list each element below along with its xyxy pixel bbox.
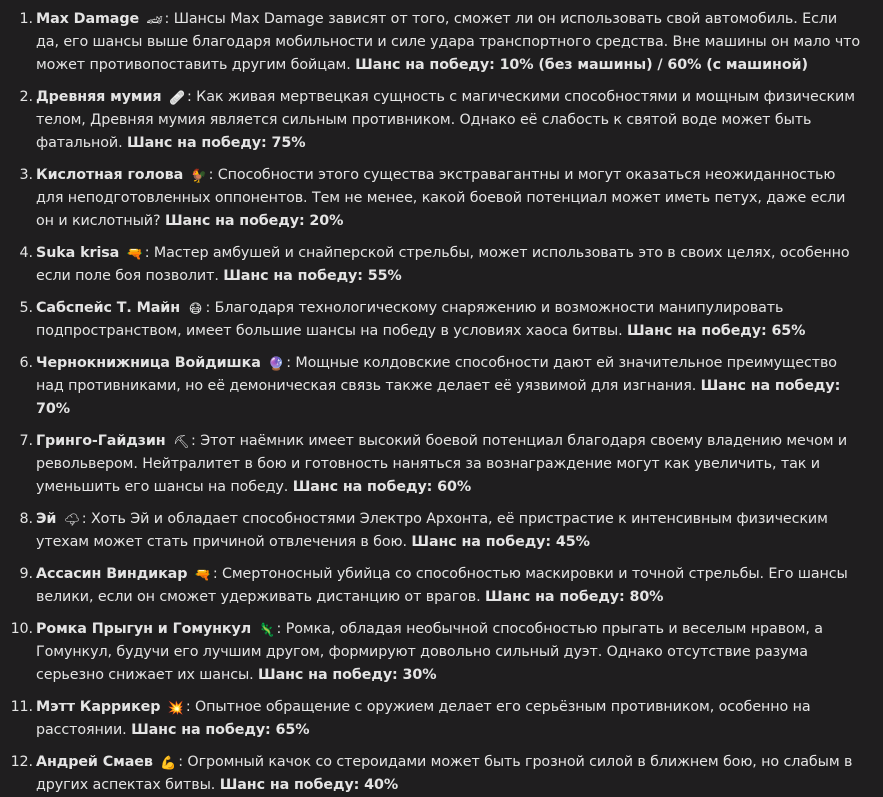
flexed-biceps-icon: 💪 — [160, 756, 177, 771]
win-chance: Шанс на победу: 70% — [36, 378, 841, 417]
fighter-description: Как живая мертвецкая сущность с магическими способностями и мощным физическим телом, Древняя мумия является сильным противником. Однако её слабость к святой воде может быть фатальной. — [36, 89, 855, 151]
fighter-description: Ромка, обладая необычной способностью прыгать и веселым нравом, а Гомункул, будучи его лучшим другом, формируют довольно сильный дуэт. Однако отсутствие разума серьезно снижает их шансы. — [36, 621, 823, 683]
fighter-description: Благодаря технологическому снаряжению и возможности манипулировать подпространством, имеет большие шансы на победу в условиях хаоса битвы. — [36, 300, 784, 339]
item-number: 9. — [19, 566, 33, 582]
win-chance: Шанс на победу: 60% — [292, 479, 472, 495]
fighter-name: Древняя мумия — [36, 89, 162, 105]
fighter-description: Этот наёмник имеет высокий боевой потенциал благодаря своему владению мечом и револьвером. Нейтралитет в бою и готовность наняться за вознаграждение могут как увеличить, так и уменьшить его шансы на победу. — [36, 433, 848, 495]
item-number: 11. — [10, 699, 33, 715]
list-item: 3. Кислотная голова 🐓 : Способности этого существа экстравагантны и могут оказаться неожиданностью для неподготовленных оппонентов. Тем не менее, какой боевой потенциал может иметь петух, даже если он и кислотный? Шанс на победу: 20% — [0, 164, 863, 233]
win-chance: Шанс на победу: 30% — [258, 667, 437, 683]
list-item: 1. Max Damage 🏎 : Шансы Max Damage зависят от того, сможет ли он использовать свой автомобиль. Если да, его шансы выше благодаря мобильности и силе удара транспортного средства. Вне машины он мало что может противопоставить другим бойцам. Шанс на победу: 10% (без машины) / 60% (с машиной) — [0, 8, 863, 77]
lizard-icon: 🦎 — [258, 623, 275, 638]
fighter-name: Сабспейс Т. Майн — [36, 300, 180, 316]
water-pistol-icon: 🔫 — [194, 568, 211, 583]
list-item: 10. Ромка Прыгун и Гомункул 🦎 : Ромка, обладая необычной способностью прыгать и веселым нравом, а Гомункул, будучи его лучшим другом, формируют довольно сильный дуэт. Однако отсутствие разума серьезно снижает их шансы. Шанс на победу: 30% — [0, 618, 863, 687]
fighter-name: Max Damage — [36, 11, 140, 27]
item-number: 10. — [10, 621, 33, 637]
list-item: 8. Эй 🌩 : Хоть Эй и обладает способностями Электро Архонта, её пристрастие к интенсивным физическим утехам может стать причиной отвлечения в бою. Шанс на победу: 45% — [0, 508, 863, 554]
item-number: 2. — [19, 89, 33, 105]
win-chance: Шанс на победу: 75% — [127, 135, 306, 151]
fighter-description: Опытное обращение с оружием делает его серьёзным противником, особенно на расстоянии. — [36, 699, 811, 738]
fighter-name: Мэтт Каррикер — [36, 699, 161, 715]
fighter-name: Suka krisa — [36, 245, 120, 261]
item-number: 5. — [19, 300, 33, 316]
list-item: 11. Мэтт Каррикер 💥 : Опытное обращение с оружием делает его серьёзным противником, особенно на расстоянии. Шанс на победу: 65% — [0, 696, 863, 742]
race-car-icon: 🏎 — [146, 13, 163, 28]
list-item: 5. Сабспейс Т. Майн 😷 : Благодаря технологическому снаряжению и возможности манипулировать подпространством, имеет большие шансы на победу в условиях хаоса битвы. Шанс на победу: 65% — [0, 297, 863, 343]
list-item: 7. Гринго-Гайдзин ⛏ : Этот наёмник имеет высокий боевой потенциал благодаря своему владению мечом и револьвером. Нейтралитет в бою и готовность наняться за вознаграждение могут как увеличить, так и уменьшить его шансы на победу. Шанс на победу: 60% — [0, 430, 863, 499]
fighter-name: Ассасин Виндикар — [36, 566, 188, 582]
win-chance: Шанс на победу: 65% — [131, 722, 310, 738]
fighter-description: Мастер амбушей и снайперской стрельбы, может использовать это в своих целях, особенно если поле боя позволит. — [36, 245, 850, 284]
item-number: 3. — [19, 167, 33, 183]
win-chance: Шанс на победу: 80% — [485, 589, 664, 605]
pick-icon: ⛏ — [173, 435, 190, 450]
list-item: 4. Suka krisa 🔫 : Мастер амбушей и снайперской стрельбы, может использовать это в своих целях, особенно если поле боя позволит. Шанс на победу: 55% — [0, 242, 863, 288]
win-chance: Шанс на победу: 65% — [626, 323, 806, 339]
fighter-name: Кислотная голова — [36, 167, 184, 183]
fighter-description: Огромный качок со стероидами может быть грозной силой в ближнем бою, но слабым в других аспектах битвы. — [36, 754, 853, 793]
list-item: 9. Ассасин Виндикар 🔫 : Смертоносный убийца со способностью маскировки и точной стрельбы. Его шансы велики, если он сможет удерживать дистанцию от врагов. Шанс на победу: 80% — [0, 563, 863, 609]
list-item: 2. Древняя мумия 🩹 : Как живая мертвецкая сущность с магическими способностями и мощным физическим телом, Древняя мумия является сильным противником. Однако её слабость к святой воде может быть фатальной. Шанс на победу: 75% — [0, 86, 863, 155]
win-chance: Шанс на победу: 55% — [223, 268, 402, 284]
fighter-description: Способности этого существа экстравагантны и могут оказаться неожиданностью для неподготовленных оппонентов. Тем не менее, какой боевой потенциал может иметь петух, даже если он и кислотный? — [36, 167, 846, 229]
fighter-description: Хоть Эй и обладает способностями Электро Архонта, её пристрастие к интенсивным физическим утехам может стать причиной отвлечения в бою. — [36, 511, 828, 550]
win-chance: Шанс на победу: 10% (без машины) / 60% (с машиной) — [355, 57, 808, 73]
fighter-description: Шансы Max Damage зависят от того, сможет ли он использовать свой автомобиль. Если да, его шансы выше благодаря мобильности и силе удара транспортного средства. Вне машины он мало что может противопоставить другим бойцам. — [36, 11, 861, 73]
item-number: 8. — [19, 511, 33, 527]
water-pistol-icon: 🔫 — [126, 247, 143, 262]
item-number: 4. — [19, 245, 33, 261]
fighter-name: Чернокнижница Войдишка — [36, 355, 261, 371]
bandage-icon: 🩹 — [168, 91, 186, 106]
crystal-ball-icon: 🔮 — [268, 357, 285, 372]
fighter-description: Смертоносный убийца со способностью маскировки и точной стрельбы. Его шансы велики, если он сможет удерживать дистанцию от врагов. — [36, 566, 848, 605]
win-chance: Шанс на победу: 20% — [164, 213, 344, 229]
collision-icon: 💥 — [167, 701, 184, 716]
fighter-name: Гринго-Гайдзин — [36, 433, 166, 449]
fighter-name: Эй — [36, 511, 57, 527]
fighter-name: Андрей Смаев — [36, 754, 153, 770]
item-number: 7. — [19, 433, 33, 449]
list-item: 6. Чернокнижница Войдишка 🔮 : Мощные колдовские способности дают ей значительное преимущество над противниками, но её демоническая связь также делает её уязвимой для изгнания. Шанс на победу: 70% — [0, 352, 863, 421]
item-number: 12. — [10, 754, 33, 770]
mask-icon: 😷 — [188, 302, 203, 317]
item-number: 1. — [19, 11, 33, 27]
storm-cloud-icon: 🌩 — [63, 513, 81, 528]
fighter-name: Ромка Прыгун и Гомункул — [36, 621, 252, 637]
list-item: 12. Андрей Смаев 💪 : Огромный качок со стероидами может быть грозной силой в ближнем бою, но слабым в других аспектах битвы. Шанс на победу: 40% — [0, 751, 863, 797]
win-chance: Шанс на победу: 45% — [411, 534, 590, 550]
fighter-description: Мощные колдовские способности дают ей значительное преимущество над противниками, но её демоническая связь также делает её уязвимой для изгнания. — [36, 355, 837, 394]
rooster-icon: 🐓 — [190, 169, 207, 184]
win-chance: Шанс на победу: 40% — [219, 777, 399, 793]
item-number: 6. — [19, 355, 33, 371]
